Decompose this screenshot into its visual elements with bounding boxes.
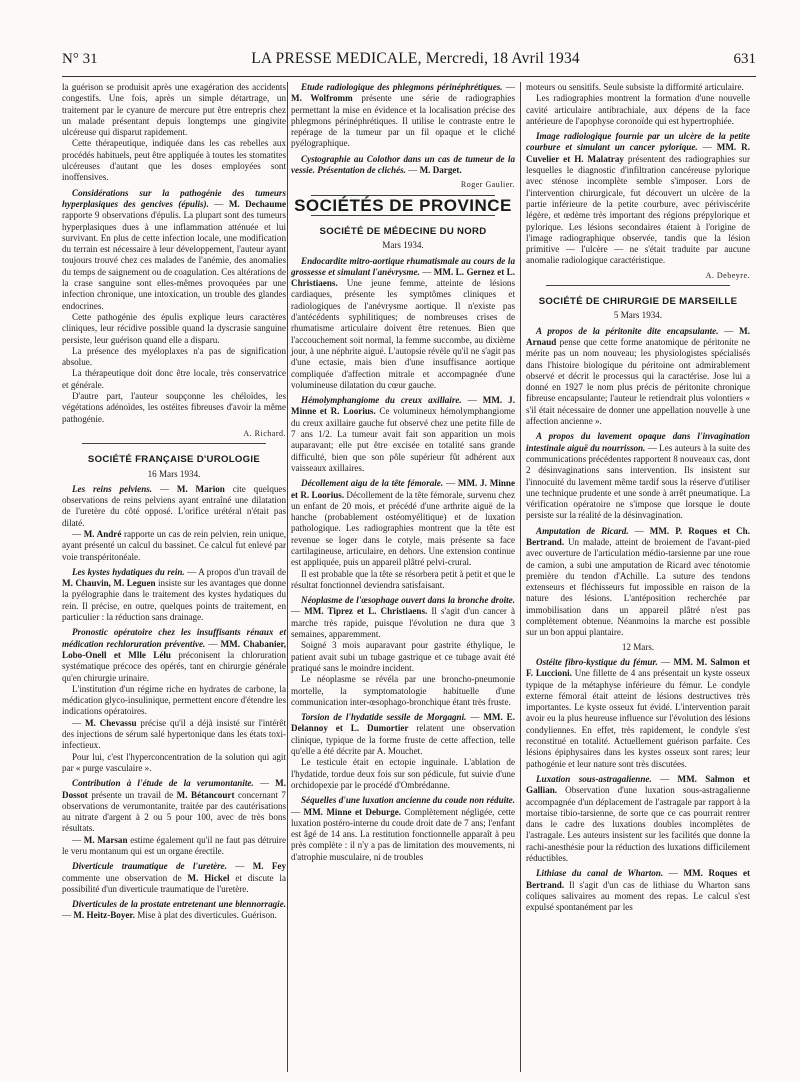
article-title: Image radiologique fournie par un ulcère de la petite courbure et simulant un cancer pylorique.: [526, 131, 750, 153]
article-text: Il s'agit d'un cas de lithiase du Wharton sans coliques salivaires au moment des repas. Le calcul s'est expulsé spontanément par les: [526, 879, 751, 913]
article-title: Les reins pelviens.: [72, 483, 153, 494]
article: Considérations sur la pathogénie des tumeurs hyperplasiques des gencives (épulis). — M. Dechaume rapporte 9 observations d'épulis. La plupart sont des tumeurs hyperplasiques dues à une inflammation atténuée et lui survivant. En plus de cette infection locale, une modification du terrain est nécessaire à leur développement, l'auteur ayant toujours trouvé chez ces malades de l'anémie, des anomalies du temps de saignement ou de coagulation. Ces altérations de la crase sanguine sont elles-mêmes provoquées par une infection chronique, une intoxication, un trouble des glandes endocrines.: [62, 187, 287, 311]
article: Etude radiologique des phlegmons périnéphrétiques. — M. Wolfromm présente une série de radiographies permettant la mise en évidence et la localisation précise des phlegmons périnéphrétiques. Il utilise le contraste entre le repérage de la tumeur par un fil opaque et le cliché pyélographique.: [291, 82, 515, 149]
article-text: rapporte 9 observations d'épulis. La plupart sont des tumeurs hyperplasiques dues à une inflammation atténuée et lui survivant. En plus de cette infection locale, une modification du terrain est nécessaire à leur développement, l'auteur ayant toujours trouvé chez ces malades de l'anémie, des anomalies du temps de saignement ou de coagulation. Ces altérations de la crase sanguine sont elles-mêmes provoquées par une infection chronique, une intoxication, un trouble des glandes endocrines.: [62, 210, 286, 311]
divider: [82, 443, 266, 444]
article-title: Séquelles d'une luxation ancienne du coude non réduite.: [301, 795, 515, 806]
article-title: Les kystes hydatiques du rein.: [72, 566, 185, 577]
article-title: Lithiase du canal de Wharton.: [536, 868, 664, 879]
article-text: et discute la possibilité d'un diverticule traumatique de l'uretère.: [62, 872, 286, 894]
paragraph: Les radiographies montrent la formation d'une nouvelle cavité articulaire antibrachiale, aux dépens de la face antérieure de l'apophyse coronoïde qui est hypertrophiée.: [526, 93, 750, 126]
author: MM. Tiprez et L. Christiaens.: [304, 606, 428, 617]
article-text: Les auteurs à la suite des communications précédentes rapportent 8 nouveaux cas, dont 2 désinvaginations sans intervention. Ils insistent sur l'innocuité du lavement même tardif sous la réserve d'utiliser une technique prudente et une sonde à arrêt pneumatique. La vérification opératoire ne s'impose que lorsque le doute persiste sur la réalité de la désinvagination.: [526, 442, 751, 521]
article-title: Etude radiologique des phlegmons périnéphrétiques.: [301, 82, 503, 92]
section-title: SOCIÉTÉ DE CHIRURGIE DE MARSEILLE: [538, 296, 738, 308]
signature: A. Debeyre.: [705, 270, 750, 280]
author: MM. R. Cuvelier et H. Malatray: [526, 142, 750, 164]
article-title: Luxation sous-astragalienne.: [536, 773, 652, 784]
section-date: Mars 1934.: [382, 240, 424, 251]
article-text: Observation d'une luxation sous-astragalienne accompagnée d'un déplacement de l'astragale par rapport à la mortaise tibio-tarsienne, de sorte que ce cas pourrait rentrer dans le cadre des luxations doubles incomplètes de l'astragale. Les auteurs insistent sur les facilités que donne la rachi-anesthésie pour la réduction des luxations difficilement réductibles.: [526, 785, 750, 863]
article-text: Une fillette de 4 ans présentait un kyste osseux typique de la métaphyse inférieure du fémur. Le condyle externe fémoral était atteint de lésions destructives très importantes. Le kyste osseux fut évidé. L'intervention parait avoir eu la plus heureuse influence sur l'évolution des lésions condyliennes. En effet, très rapidement, le condyle s'est reconstitué en totalité. Actuellement guérison parfaite. Ces lésions épiphysaires dans les kystes osseux sont rares; leur pathogénie et leur nature sont très discutées.: [526, 668, 750, 769]
article-text: présente une série de radiographies permettant la mise en évidence et la localisation précise des phlegmons périnéphrétiques. Il utilise le contraste entre le repérage de la tumeur par un fil opaque et le cliché pyélographique.: [291, 93, 515, 149]
author: MM. Roques et Bertrand.: [526, 868, 751, 890]
article-title: Amputation de Ricard.: [536, 525, 629, 536]
divider: [311, 215, 495, 216]
article-text: A propos d'un travail de: [198, 566, 286, 577]
big-section-title: SOCIÉTÉS DE PROVINCE: [294, 195, 512, 215]
author: M. Chevassu: [84, 717, 137, 728]
article-text: insiste sur les avantages que donne la pyélographie dans le traitement des kystes hydatiques du rein. Il précise, en outre, quelques points de traitement, en particulier : la réduction sans drainage.: [62, 578, 286, 623]
section-date: 16 Mars 1934.: [147, 468, 201, 479]
author: M. Marsan: [83, 834, 128, 845]
author: M. Hickel: [187, 872, 230, 883]
paragraph: La présence des myéloplaxes n'a pas de signification absolue.: [62, 345, 286, 368]
article-title: Néoplasme de l'œsophage ouvert dans la bronche droite.: [301, 595, 515, 606]
article-title: Contribution à l'étude de la verumontanite.: [72, 778, 254, 789]
issue-number: N° 31: [62, 51, 98, 67]
article-text: précise qu'il a déjà insisté sur l'intérêt des injections de sérum salé hypertonique dans les états toxi-infectieux.: [62, 717, 286, 751]
column-2: [291, 82, 515, 863]
column-3: [526, 82, 750, 913]
article-text: relatent une observation clinique, typique de la forme fruste de cette affection, telle qu'elle a été décrite par A. Mouchet.: [291, 723, 515, 757]
author: MM. M. Salmon et F. Luccioni.: [526, 656, 750, 679]
author: MM. E. Delannoy et L. Dumortier: [291, 712, 515, 734]
article-title: Cystographie au Colothor dans un cas de tumeur de la vessie. Présentation de clichés.: [291, 153, 515, 176]
article-text: présentent des radiographies sur lesquelles le diagnostic d'infiltration cancéreuse pylorique avec sténose incomplète semble s'imposer. Lors de l'intervention chirurgicale, fut découvert un ulcère de la partie inférieure de la petite courbure, avec périviscérite légère, et œdème très important des régions prépylorique et pylorique. Les lésions secondaires étaient à l'origine de l'image radiographique observée, tandis que la lésion primitive — l'ulcère — ne s'était traduite par aucune anomalie radiologique caractéristique.: [526, 153, 750, 266]
article: Décollement aigu de la tête fémorale. — MM. J. Minne et R. Loorius. Décollement de la tête fémorale, survenu chez un enfant de 20 mois, et précédé d'une arthrite aiguë de la hanche (probablement ostéomyélitique) et de luxation pathologique. Les radiographies montrent que la tête est revenue se loger dans le cotyle, mais présente sa face cartilagineuse, articulaire, en dehors. Une extension continue est appliquée, puis un appareil plâtré pelvi-crural.: [291, 478, 516, 568]
article: Néoplasme de l'œsophage ouvert dans la bronche droite. — MM. Tiprez et L. Christiaens. Il s'agit d'un cancer à marche très rapide, puisque l'évolution ne dura que 3 semaines, apparemment.: [291, 595, 516, 640]
article: Séquelles d'une luxation ancienne du coude non réduite. — MM. Minne et Deburge. Complètement négligée, cette luxation postéro-interne du coude droit date de 7 ans; l'enfant est âgé de 14 ans. La restitution fonctionnelle apparaît à peu près complète : il n'y a pas de limitation des mouvements, ni d'atrophie musculaire, ni de troubles: [291, 795, 515, 862]
article: Lithiase du canal de Wharton. — MM. Roques et Bertrand. Il s'agit d'un cas de lithiase du Wharton sans coliques salivaires au moment des repas. Le calcul s'est expulsé spontanément par les: [526, 868, 751, 913]
paragraph: — M. Marsan estime également qu'il ne faut pas détruire le veru montanum qui est un organe érectile.: [62, 834, 286, 856]
signature: Roger Gaulier.: [460, 180, 515, 190]
author: M. Chauvin, M. Leguen: [62, 578, 156, 589]
author: MM. P. Roques et Ch. Bertrand.: [526, 525, 751, 547]
paragraph: Pour lui, c'est l'hyperconcentration de la solution qui agit par « purge vasculaire ».: [62, 751, 286, 773]
article-title: Décollement aigu de la tête fémorale.: [301, 478, 444, 489]
article-text: Complètement négligée, cette luxation postéro-interne du coude droit date de 7 ans; l'enfant est âgé de 14 ans. La restitution fonctionnelle apparaît à peu près complète : il n'y a pas de limitation des mouvements, ni d'atrophie musculaire, ni de troubles: [291, 806, 515, 862]
article-text: commente une observation de: [62, 872, 182, 883]
article: Contribution à l'étude de la verumontanite. — M. Dossot présente un travail de M. Bétancourt concernant 7 observations de verumontanite, traitée par des cautérisations au nitrate d'argent à 2 ou 5 pour 100, avec de très bons résultats.: [62, 778, 287, 834]
column-1: [62, 82, 286, 922]
author: M. Fey: [252, 861, 286, 872]
author: M. André: [83, 528, 122, 539]
article: Les reins pelviens. — M. Marion cite quelques observations de reins pelviens ayant entraîné une dilatation de l'uretère du côté opposé. L'orifice urétéral n'était pas dilaté.: [62, 483, 286, 528]
article-text: pense que cette forme anatomique de péritonite ne mérite pas un nom nouveau; les physiologistes spécialisés dans l'histoire biologique du péritoine ont admirablement observé et décrit le processus qui la caractérise. Jose lui a donné en 1927 le nom plus précis de péritonite chronique fibreuse encapsulante; l'auteur le retiendrait plus volontiers « s'il était nécessaire de donner une appellation nouvelle à une affection ancienne ».: [526, 336, 751, 427]
article: Luxation sous-astragalienne. — MM. Salmon et Gallian. Observation d'une luxation sous-astragalienne accompagnée d'un déplacement de l'astragale par rapport à la mortaise tibio-tarsienne, de sorte que ce cas pourrait rentrer dans le cadre des luxations doubles incomplètes de l'astragale. Les auteurs insistent sur les facilités que donne la rachi-anesthésie pour la réduction des luxations difficilement réductibles.: [526, 773, 751, 863]
paragraph: — M. André rapporte un cas de rein pelvien, rein unique, ayant présenté un calcul du bassinet. Ce calcul fut enlevé par voie transpéritonéale.: [62, 528, 286, 562]
article-text: estime également qu'il ne faut pas détruire le veru montanum qui est un organe érectile.: [62, 834, 286, 856]
article: Cystographie au Colothor dans un cas de tumeur de la vessie. Présentation de clichés. — M. Darget.: [291, 153, 515, 176]
section-title: SOCIÉTÉ FRANÇAISE D'UROLOGIE: [87, 454, 261, 466]
article-text: rapporte un cas de rein pelvien, rein unique, ayant présenté un calcul du bassinet. Ce calcul fut enlevé par voie transpéritonéale.: [62, 528, 286, 562]
paragraph: Le testicule était en ectopie inguinale. L'ablation de l'hydatide, tordue deux fois sur son pédicule, fut suivie d'une orchidopexie par le procédé d'Ombrédanne.: [291, 757, 515, 790]
author: MM. Salmon et Gallian.: [526, 773, 751, 796]
paragraph: Cette thérapeutique, indiquée dans les cas rebelles aux procédés habituels, peut être appliquée à toutes les stomatites ulcéreuses d'autant que les doses employées sont inoffensives.: [62, 138, 286, 183]
column-divider-1: [287, 82, 288, 1072]
divider: [546, 285, 730, 286]
article-title: Torsion de l'hydatide sessile de Morgagni.: [301, 712, 467, 723]
article-title: Ostéite fibro-kystique du fémur.: [536, 656, 658, 667]
paragraph: la guérison se produisit après une exagération des accidents congestifs. Une fois, après un simple détartrage, un traitement par le cyanure de mercure put être entrepris chez un malade présentant depuis longtemps une gingivite ulcéreuse qui disparut rapidement.: [62, 82, 286, 138]
article: Amputation de Ricard. — MM. P. Roques et Ch. Bertrand. Un malade, atteint de broiement de l'avant-pied avec ouverture de l'articulation médio-tarsienne par une roue de camion, a subi une amputation de Ricard avec ténotomie première du tendon d'Achille. La suture des tendons extenseurs et fléchisseurs fut impossible en raison de la nature des lésions. L'antéposition recherchée par immobilisation dans un appareil plâtré n'est pas complètement obtenue. Néanmoins la marche est possible sur un bon appui plantaire.: [526, 525, 751, 638]
section-date: 12 Mars.: [621, 641, 655, 652]
article-text: concernant 7 observations de verumontanite, traitée par des cautérisations au nitrate d'argent à 2 ou 5 pour 100, avec de très bons résultats.: [62, 789, 286, 834]
article-title: Endocardite mitro-aortique rhumatismale au cours de la grossesse et simulant l'anévrysme.: [291, 255, 515, 277]
article-title: A propos du lavement opaque dans l'invagination intestinale aiguë du nourrisson.: [526, 431, 750, 453]
article: Ostéite fibro-kystique du fémur. — MM. M. Salmon et F. Luccioni. Une fillette de 4 ans présentait un kyste osseux typique de la métaphyse inférieure du fémur. Le condyle externe fémoral était atteint de lésions destructives très importantes. Le kyste osseux fut évidé. L'intervention parait avoir eu la plus heureuse influence sur l'évolution des lésions condyliennes. En effet, très rapidement, le condyle s'est reconstitué en totalité. Actuellement guérison parfaite. Ces lésions épiphysaires dans les kystes osseux sont rares; leur pathogénie et leur nature sont très discutées.: [526, 656, 750, 769]
author: MM. J. Minne et R. Loorius.: [291, 395, 515, 417]
article-text: Il s'agit d'un cancer à marche très rapide, puisque l'évolution ne dura que 3 semaines, apparemment.: [291, 606, 516, 640]
paragraph: Il est probable que la tête se résorbera petit à petit et que le résultat fonctionnel deviendra satisfaisant.: [291, 568, 515, 590]
author: M. Darget.: [419, 165, 462, 176]
column-divider-2: [520, 82, 521, 1072]
author: MM. L. Gernez et L. Christiaens.: [291, 266, 516, 289]
article: A propos de la péritonite dite encapsulante. — M. Arnaud pense que cette forme anatomique de péritonite ne mérite pas un nom nouveau; les physiologistes spécialisés dans l'histoire biologique du péritoine ont admirablement observé et décrit le processus qui la caractérise. Jose lui a donné en 1927 le nom plus précis de péritonite chronique fibreuse encapsulante; l'auteur le retiendrait plus volontiers « s'il était nécessaire de donner une appellation nouvelle à une affection ancienne ».: [526, 325, 751, 427]
article-title: Hémolymphangiome du creux axillaire.: [301, 395, 462, 406]
article-title: Pronostic opératoire chez les insuffisants rénaux et médication rechloruration préventive.: [62, 627, 286, 649]
paragraph: L'institution d'un régime riche en hydrates de carbone, la médication glyco-insulinique, permettent encore d'étendre les indications opératoires.: [62, 683, 286, 717]
article-text: cite quelques observations de reins pelviens ayant entraîné une dilatation de l'uretère du côté opposé. L'orifice urétéral n'était pas dilaté.: [62, 483, 286, 528]
paragraph: Le néoplasme se révéla par une broncho-pneumonie mortelle, la symptomatologie habituelle d'une communication inter-œsophago-bronchique étant très fruste.: [291, 674, 515, 707]
page-header: [62, 50, 756, 72]
author: MM. Chabanier, Lobo-Onell et Mlle Lélu: [62, 638, 286, 660]
article-title: Diverticules de la prostate entretenant une blennorragie.: [72, 899, 286, 910]
author: M. Marion: [176, 483, 225, 494]
article-text: Mise à plat des diverticules. Guérison.: [137, 910, 277, 921]
article: Diverticule traumatique de l'uretère. — M. Fey commente une observation de M. Hickel et discute la possibilité d'un diverticule traumatique de l'uretère.: [62, 861, 286, 894]
article: Les kystes hydatiques du rein. — A propos d'un travail de M. Chauvin, M. Leguen insiste sur les avantages que donne la pyélographie dans le traitement des kystes hydatiques du rein. Il précise, en outre, quelques points de traitement, en particulier : la réduction sans drainage.: [62, 566, 286, 623]
article-text: Une jeune femme, atteinte de lésions cardiaques, présente les symptômes cliniques et radiologiques de l'anévrysme aortique. Il n'existe pas d'antécédents syphilitiques; de nombreuses crises de rhumatisme articulaire doivent être retenues. Bien que l'accouchement soit normal, la femme succombe, au dixième jour, à une néphrite aiguë. L'autopsie révèle qu'il ne s'agit pas d'une ectasie, mais bien d'une insuffisance aortique compliquée d'affection mitrale et accompagnée d'une volumineuse dilatation du cœur gauche.: [291, 278, 515, 390]
article: Image radiologique fournie par un ulcère de la petite courbure et simulant un cancer pylorique. — MM. R. Cuvelier et H. Malatray présentent des radiographies sur lesquelles le diagnostic d'infiltration cancéreuse pylorique avec sténose incomplète semble s'imposer. Lors de l'intervention chirurgicale, fut découvert un ulcère de la partie inférieure de la petite courbure, avec périviscérite légère, et œdème très important des régions prépylorique et pylorique. Les lésions secondaires étaient à l'origine de l'image radiographique observée, tandis que la lésion primitive — l'ulcère — ne s'était traduite par aucune anomalie radiologique caractéristique.: [526, 131, 750, 266]
article-title: Considérations sur la pathogénie des tumeurs hyperplasiques des gencives (épulis).: [62, 187, 286, 209]
author: M. Wolfromm: [291, 93, 353, 104]
article-title: A propos de la péritonite dite encapsulante.: [536, 325, 719, 336]
author: MM. J. Minne et R. Loorius.: [291, 478, 516, 500]
article-text: Ce volumineux hémolymphangiome du creux axillaire gauche fut observé chez une petite fille de 7 ans 1/2. La tumeur avait fait son apparition un mois auparavant; elle put être excisée en totalité sans grande difficulté, bien que son pôle supérieur fût adhérent aux vaisseaux axillaires.: [291, 406, 515, 473]
article-text: présente un travail de: [91, 789, 174, 800]
signature: A. Richard.: [243, 428, 286, 438]
article: Torsion de l'hydatide sessile de Morgagni. — MM. E. Delannoy et L. Dumortier relatent une observation clinique, typique de la forme fruste de cette affection, telle qu'elle a été décrite par A. Mouchet.: [291, 712, 515, 757]
paragraph: D'autre part, l'auteur soupçonne les chéloïdes, les végétations adénoïdes, les ostéites fibreuses d'avoir la même pathogénie.: [62, 391, 286, 424]
section-title: SOCIÉTÉ DE MÉDECINE DU NORD: [319, 225, 487, 237]
paragraph: — M. Chevassu précise qu'il a déjà insisté sur l'intérêt des injections de sérum salé hypertonique dans les états toxi-infectieux.: [62, 717, 286, 751]
article: Hémolymphangiome du creux axillaire. — MM. J. Minne et R. Loorius. Ce volumineux hémolymphangiome du creux axillaire gauche fut observé chez une petite fille de 7 ans 1/2. La tumeur avait fait son apparition un mois auparavant; elle put être excisée en totalité sans grande difficulté, bien que son pôle supérieur fût adhérent aux vaisseaux axillaires.: [291, 395, 515, 473]
article-title: Diverticule traumatique de l'uretère.: [72, 861, 227, 872]
paragraph: La thérapeutique doit donc être locale, très conservatrice et générale.: [62, 368, 286, 390]
article: Endocardite mitro-aortique rhumatismale au cours de la grossesse et simulant l'anévrysme. — MM. L. Gernez et L. Christiaens. Une jeune femme, atteinte de lésions cardiaques, présente les symptômes cliniques et radiologiques de l'anévrysme aortique. Il n'existe pas d'antécédents syphilitiques; de nombreuses crises de rhumatisme articulaire doivent être retenues. Bien que l'accouchement soit normal, la femme succombe, au dixième jour, à une néphrite aiguë. L'autopsie révèle qu'il ne s'agit pas d'une ectasie, mais bien d'une insuffisance aortique compliquée d'affection mitrale et accompagnée d'une volumineuse dilatation du cœur gauche.: [291, 255, 516, 390]
author: M. Heitz-Boyer.: [73, 910, 135, 921]
paragraph: Soigné 3 mois auparavant pour gastrite éthylique, le patient avait subi un tubage gastrique et ce tubage avait été pratiqué sans le moindre incident.: [291, 640, 515, 673]
article: A propos du lavement opaque dans l'invagination intestinale aiguë du nourrisson. — Les auteurs à la suite des communications précédentes rapportent 8 nouveaux cas, dont 2 désinvaginations sans intervention. Ils insistent sur l'innocuité du lavement même tardif sous la réserve d'utiliser une technique prudente et une sonde à arrêt pneumatique. La vérification opératoire ne s'impose que lorsque le doute persiste sur la réalité de la désinvagination.: [526, 431, 751, 521]
article-text: préconisent la chloruration systématique précoce des opérés, tant en chirurgie générale qu'en chirurgie urinaire.: [62, 649, 286, 683]
paragraph: moteurs ou sensitifs. Seule subsiste la difformité articulaire.: [526, 82, 744, 92]
article: Pronostic opératoire chez les insuffisants rénaux et médication rechloruration préventive. — MM. Chabanier, Lobo-Onell et Mlle Lélu préconisent la chloruration systématique précoce des opérés, tant en chirurgie générale qu'en chirurgie urinaire.: [62, 627, 286, 683]
page-number: 631: [733, 51, 756, 67]
article: Diverticules de la prostate entretenant une blennorragie. — M. Heitz-Boyer. Mise à plat des diverticules. Guérison.: [62, 899, 286, 921]
journal-title: LA PRESSE MEDICALE, Mercredi, 18 Avril 1934: [251, 50, 580, 67]
section-date: 5 Mars 1934.: [613, 310, 663, 321]
author: M. Bétancourt: [176, 789, 235, 800]
article-text: Décollement de la tête fémorale, survenu chez un enfant de 20 mois, et précédé d'une arthrite aiguë de la hanche (probablement ostéomyélitique) et de luxation pathologique. Les radiographies montrent que la tête est revenue se loger dans le cotyle, mais présente sa face cartilagineuse, articulaire, en dehors. Une extension continue est appliquée, puis un appareil plâtré pelvi-crural.: [291, 489, 516, 568]
author: M. Dechaume: [228, 198, 287, 209]
paragraph: Cette pathogénie des épulis explique leurs caractères cliniques, leur récidive possible quand la dyscrasie sanguine persiste, leur guérison quand elle a disparu.: [62, 311, 286, 345]
header-rule: [62, 76, 756, 77]
article-text: Un malade, atteint de broiement de l'avant-pied avec ouverture de l'articulation médio-tarsienne par une roue de camion, a subi une amputation de Ricard avec ténotomie première du tendon d'Achille. La suture des tendons extenseurs et fléchisseurs fut impossible en raison de la nature des lésions. L'antéposition recherchée par immobilisation dans un appareil plâtré n'est pas complètement obtenue. Néanmoins la marche est possible sur un bon appui plantaire.: [526, 536, 750, 638]
author: MM. Minne et Deburge.: [303, 806, 402, 817]
author: M. Arnaud: [526, 325, 751, 347]
author: M. Dossot: [62, 778, 287, 800]
